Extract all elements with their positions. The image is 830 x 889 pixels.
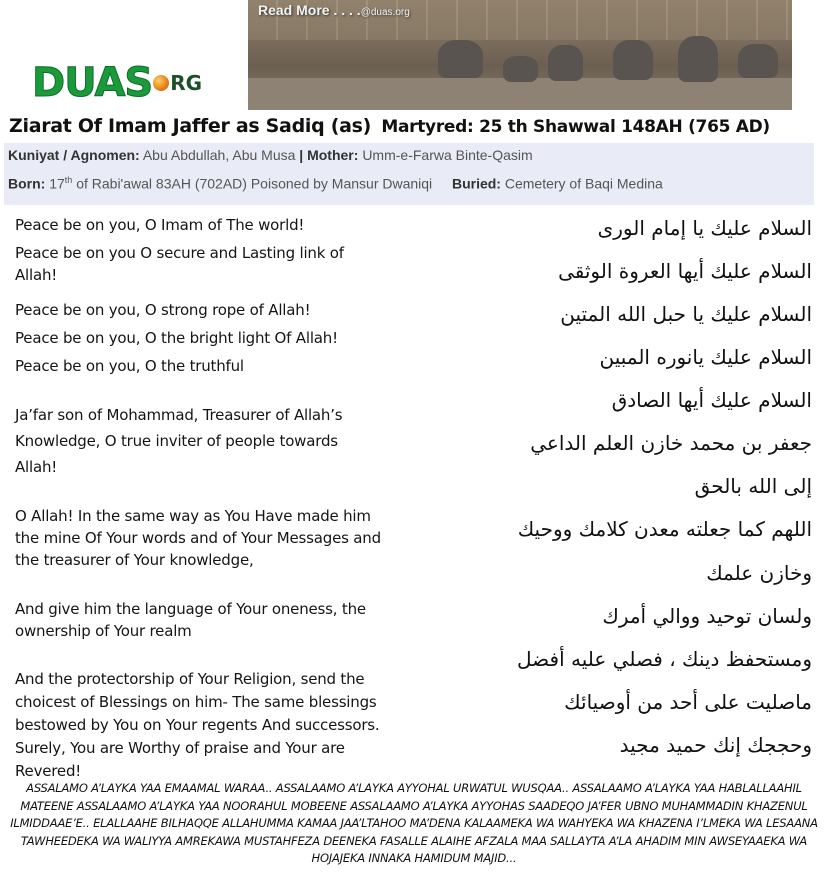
buried-value: Cemetery of Baqi Medina <box>504 175 663 192</box>
logo-text: DUAS <box>32 60 153 106</box>
mother-value: Umm-e-Farwa Binte-Qasim <box>362 147 533 163</box>
arabic-line: ومستحفظ دينك ، فصلي عليه أفضل <box>517 647 812 671</box>
header <box>0 0 830 112</box>
english-line: Peace be on you, O Imam of The world! <box>15 216 305 234</box>
buried-label: Buried: <box>451 175 501 192</box>
arabic-line: السلام عليك يا إمام الورى <box>597 216 812 240</box>
banner-stone <box>548 45 583 81</box>
kuniyat-label: Kuniyat / Agnomen: <box>8 147 140 163</box>
arabic-line: اللهم كما جعلته معدن كلامك ووحيك <box>517 517 812 541</box>
info-separator: | <box>299 147 304 163</box>
logo-suffix <box>153 71 202 95</box>
born-label: Born: <box>8 175 46 192</box>
banner-stone <box>503 56 538 82</box>
mother-label: Mother: <box>307 147 359 163</box>
arabic-line: السلام عليك يانوره المبين <box>599 345 812 369</box>
info-line-born <box>8 175 663 192</box>
banner-stone <box>738 44 778 78</box>
info-line-kuniyat <box>8 147 533 163</box>
info-box <box>4 143 814 205</box>
english-line: Peace be on you O secure and Lasting link of Allah! <box>15 244 344 284</box>
read-more-link[interactable] <box>258 2 410 18</box>
english-line: Peace be on you, O the bright light Of Allah! <box>15 329 338 347</box>
kuniyat-value: Abu Abdullah, Abu Musa <box>142 147 296 163</box>
english-line: Peace be on you, O strong rope of Allah! <box>15 301 311 319</box>
title-main: Ziarat Of Imam Jaffer as Sadiq (as) <box>9 115 372 137</box>
arabic-line: وحججك إنك حميد مجيد <box>619 733 812 757</box>
read-more-text: Read More . . . . <box>258 2 361 18</box>
english-paragraph: And the protectorship of Your Religion, send the choicest of Blessings on him- The same blessings bestowed by You on Your regents And successors. Surely, You are Worthy of praise and Your are Revered! <box>15 670 380 780</box>
logo-dot-icon <box>153 75 169 91</box>
arabic-line: ماصليت على أحد من أوصيائك <box>564 690 812 714</box>
banner-site-text: @duas.org <box>360 7 410 18</box>
banner-stone <box>613 40 653 80</box>
arabic-line: إلى الله بالحق <box>694 474 812 498</box>
born-day: 17 <box>49 175 65 192</box>
logo-suffix-text: RG <box>170 71 203 95</box>
arabic-line: جعفر بن محمد خازن العلم الداعي <box>530 431 812 455</box>
arabic-line: السلام عليك يا حبل الله المتين <box>560 302 812 326</box>
arabic-line: ولسان توحيد ووالي أمرك <box>602 604 812 628</box>
banner-stone <box>438 40 483 78</box>
english-paragraph: And give him the language of Your oneness, the ownership of Your realm <box>15 600 366 640</box>
born-sup: th <box>64 175 73 185</box>
born-value: of Rabi'awal 83AH (702AD) Poisoned by Mansur Dwaniqi <box>76 175 433 192</box>
duas-org-logo[interactable] <box>30 58 244 108</box>
english-line: Peace be on you, O the truthful <box>15 357 244 375</box>
banner-ground <box>248 78 792 110</box>
banner-photo[interactable] <box>248 0 792 110</box>
english-paragraph: O Allah! In the same way as You Have made him the mine Of Your words and of Your Messages and the treasurer of Your knowledge, <box>15 507 381 569</box>
transliteration: ASSALAMO A’LAYKA YAA EMAAMAL WARAA.. ASSALAAMO A’LAYKA AYYOHAL URWATUL WUSQAA.. ASSALAAMO A’LAYKA YAA HABLALLAAHIL MATEENE ASSALAAMO A’LAYKA YAA NOORAHUL MOBEENE ASSALAAMO A’LAYKA AYYOHAS SAADEQO JA’FER UBNO MUHAMMADIN KHAZENUL ILMIDDAAE’E.. ELALLAAHE BILHAQQE ALLAHUMMA KAMAA JAA’LTAHOO MA’DENA KALAAMEKA WA WAHYEKA WA KHAZENA I’LMEKA WA LESAANA TAWHEEDEKA WA WALIYYA AMREKAWA MUSTAHFEZA DEENEKA FASALLE ALAIHE AFZALA MAA SALLAYTA A’LA AHADIM MIN AWSEYAAEKA WA HOJAJEKA INNAKA HAMIDUM MAJID... <box>10 781 818 866</box>
page-title <box>9 115 824 137</box>
title-martyred: Martyred: 25 th Shawwal 148AH (765 AD) <box>381 117 770 137</box>
banner-stone <box>678 36 718 82</box>
arabic-line: السلام عليك أيها الصادق <box>611 388 812 412</box>
arabic-line: وخازن علمك <box>706 561 812 585</box>
arabic-line: السلام عليك أيها العروة الوثقى <box>558 259 812 283</box>
english-paragraph: Ja’far son of Mohammad, Treasurer of Allah’s Knowledge, O true inviter of people towards Allah! <box>15 406 343 476</box>
